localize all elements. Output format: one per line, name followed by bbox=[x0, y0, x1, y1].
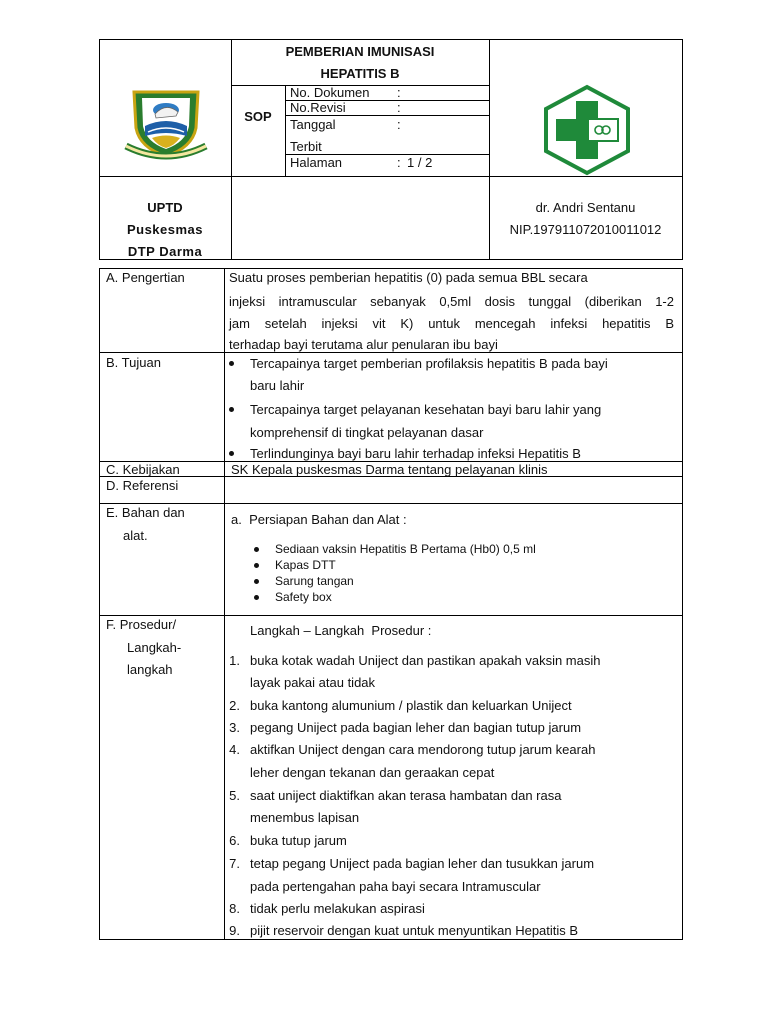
bullet-icon bbox=[254, 547, 259, 552]
section-f-label-line-2: Langkah- bbox=[127, 640, 182, 655]
bullet-icon bbox=[254, 579, 259, 584]
step-1-line-2: layak pakai atau tidak bbox=[250, 675, 376, 690]
step-7-number: 7. bbox=[229, 856, 240, 871]
tujuan-item-2-line-1: Tercapainya target pelayanan kesehatan bayi baru lahir yang bbox=[250, 402, 602, 417]
step-1-line-1: buka kotak wadah Uniject dan pastikan apakah vaksin masih bbox=[250, 653, 601, 668]
step-4-line-1: aktifkan Uniject dengan cara mendorong tutup jarum kearah bbox=[250, 742, 596, 757]
step-5-line-2: menembus lapisan bbox=[250, 810, 360, 825]
signer-name: dr. Andri Sentanu bbox=[535, 200, 636, 215]
step-3-line-1: pegang Uniject pada bagian leher dan bagian tutup jarum bbox=[250, 720, 582, 735]
section-c-text: SK Kepala puskesmas Darma tentang pelayanan klinis bbox=[231, 462, 548, 477]
org-line-puskesmas: Puskesmas bbox=[126, 222, 204, 237]
meta-tanggal-label: Tanggal bbox=[290, 117, 336, 132]
step-9-line-1: pijit reservoir dengan kuat untuk menyuntikan Hepatitis B bbox=[250, 923, 579, 938]
tujuan-item-1-line-1: Tercapainya target pemberian profilaksis hepatitis B pada bayi bbox=[250, 356, 608, 371]
signer-nip: NIP.197911072010011012 bbox=[509, 222, 662, 237]
step-5-line-1: saat uniject diaktifkan akan terasa hambatan dan rasa bbox=[250, 788, 562, 803]
section-a-line-1: Suatu proses pemberian hepatitis (0) pada semua BBL secara bbox=[229, 270, 588, 285]
bahan-item-2: Kapas DTT bbox=[275, 558, 336, 572]
step-9-number: 9. bbox=[229, 923, 240, 938]
meta-halaman-value: 1 / 2 bbox=[407, 155, 433, 170]
step-7-line-1: tetap pegang Uniject pada bagian leher dan tusukkan jarum bbox=[250, 856, 595, 871]
bullet-icon bbox=[229, 451, 234, 456]
regional-crest-logo bbox=[112, 86, 220, 164]
step-4-number: 4. bbox=[229, 742, 240, 757]
bullet-icon bbox=[229, 361, 234, 366]
section-b-label: B. Tujuan bbox=[106, 355, 161, 370]
step-8-line-1: tidak perlu melakukan aspirasi bbox=[250, 901, 425, 916]
step-8-number: 8. bbox=[229, 901, 240, 916]
sop-title-line2: HEPATITIS B bbox=[320, 66, 400, 81]
bahan-item-1: Sediaan vaksin Hepatitis B Pertama (Hb0) 0,5 ml bbox=[275, 542, 536, 556]
tujuan-item-2-line-2: komprehensif di tingkat pelayanan dasar bbox=[250, 425, 484, 440]
health-cross-logo bbox=[542, 84, 632, 176]
step-6-line-1: buka tutup jarum bbox=[250, 833, 347, 848]
section-e-label-line-2: alat. bbox=[123, 528, 148, 543]
section-e-label-line-1: E. Bahan dan bbox=[106, 505, 185, 520]
step-2-line-1: buka kantong alumunium / plastik dan keluarkan Uniject bbox=[250, 698, 572, 713]
step-1-number: 1. bbox=[229, 653, 240, 668]
section-e-heading: a. Persiapan Bahan dan Alat : bbox=[231, 512, 407, 527]
section-f-label-line-3: langkah bbox=[127, 662, 173, 677]
meta-terbit-label: Terbit bbox=[290, 139, 322, 154]
step-3-number: 3. bbox=[229, 720, 240, 735]
step-4-line-2: leher dengan tekanan dan geraakan cepat bbox=[250, 765, 495, 780]
section-a-line-4: terhadap bayi terutama alur penularan ibu bayi bbox=[229, 337, 498, 352]
bahan-item-4: Safety box bbox=[275, 590, 332, 604]
section-a-line-2: injeksi intramuscular sebanyak 0,5ml dosis tunggal (diberikan 1-2 bbox=[229, 294, 674, 309]
section-f-label-line-1: F. Prosedur/ bbox=[106, 617, 177, 632]
bullet-icon bbox=[229, 407, 234, 412]
tujuan-item-1-line-2: baru lahir bbox=[250, 378, 305, 393]
meta-halaman-sep: : bbox=[397, 155, 401, 170]
meta-tanggal-sep: : bbox=[397, 117, 401, 132]
section-c-label: C. Kebijakan bbox=[106, 462, 180, 477]
bullet-icon bbox=[254, 563, 259, 568]
sop-title-line1: PEMBERIAN IMUNISASI bbox=[285, 44, 435, 59]
meta-halaman-label: Halaman bbox=[290, 155, 343, 170]
meta-no-dokumen-sep: : bbox=[397, 85, 401, 100]
bahan-item-3: Sarung tangan bbox=[275, 574, 354, 588]
section-a-line-3: jam setelah injeksi vit K) untuk mencegah infeksi hepatitis B bbox=[229, 316, 674, 331]
step-5-number: 5. bbox=[229, 788, 240, 803]
section-f-heading: Langkah – Langkah Prosedur : bbox=[250, 623, 432, 638]
meta-no-revisi-label: No.Revisi bbox=[290, 100, 346, 115]
meta-no-revisi-sep: : bbox=[397, 100, 401, 115]
step-6-number: 6. bbox=[229, 833, 240, 848]
sop-label: SOP bbox=[244, 109, 272, 124]
section-a-label: A. Pengertian bbox=[106, 270, 185, 285]
org-line-dtp-darma: DTP Darma bbox=[127, 244, 203, 259]
bullet-icon bbox=[254, 595, 259, 600]
step-7-line-2: pada pertengahan paha bayi secara Intramuscular bbox=[250, 879, 541, 894]
section-d-label: D. Referensi bbox=[106, 478, 179, 493]
org-line-uptd: UPTD bbox=[147, 200, 183, 215]
step-2-number: 2. bbox=[229, 698, 240, 713]
meta-no-dokumen-label: No. Dokumen bbox=[290, 85, 370, 100]
tujuan-item-3-line-1: Terlindunginya bayi baru lahir terhadap infeksi Hepatitis B bbox=[250, 446, 581, 461]
